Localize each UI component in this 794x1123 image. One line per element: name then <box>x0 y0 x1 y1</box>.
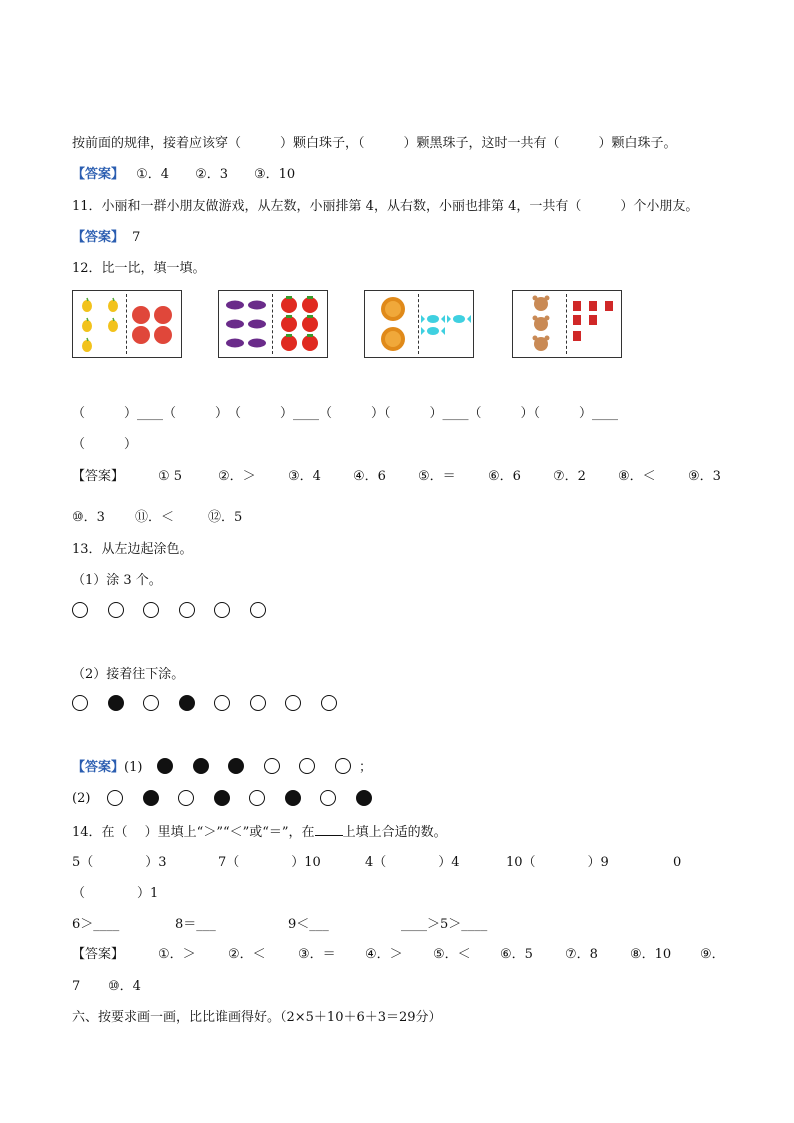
q14-answer-1: ①．＞ <box>158 947 196 962</box>
picture-box-pears-peaches <box>72 290 182 358</box>
answer-label-1: (1) <box>124 760 143 775</box>
q12-fill-row1: （ ）____（ ） （ ）____（ ）（ ）____（ ）（ ）____ <box>72 406 619 421</box>
empty-circle[interactable] <box>179 602 195 618</box>
filled-circle[interactable] <box>108 695 124 711</box>
pear-icon <box>82 298 118 352</box>
empty-circle[interactable] <box>250 602 266 618</box>
empty-circle[interactable] <box>321 695 337 711</box>
q12-answer-1: ① 5 <box>158 469 183 484</box>
q14-title-a: 14．在（ ）里填上“＞”“＜”或“＝”，在 <box>72 825 315 840</box>
q14-fill-4: ____＞5＞____ <box>401 917 488 932</box>
q12-answer-6: ⑥．6 <box>488 469 521 484</box>
q12-answer-5: ⑤．＝ <box>418 469 456 484</box>
q11-answer <box>72 229 140 247</box>
q14-item-5-cont: （ ）1 <box>72 886 159 901</box>
q12-fill-row2: （ ） <box>72 437 138 452</box>
q13-part2-label: （2）接着往下涂。 <box>72 667 185 682</box>
q13-answer-label-2: (2) <box>72 791 91 806</box>
q12-answer-2: ②．＞ <box>218 469 256 484</box>
filled-circle[interactable] <box>285 790 301 806</box>
answer-tag: 【答案】 <box>72 760 125 775</box>
q12-answer-12: ⑫．5 <box>208 510 243 525</box>
empty-circle[interactable] <box>250 695 266 711</box>
q14-answer-10: ⑩．4 <box>108 979 141 994</box>
empty-circle[interactable] <box>143 602 159 618</box>
q14-answer-7: ⑦．8 <box>565 947 598 962</box>
filled-circle[interactable] <box>179 695 195 711</box>
q14-answer-2: ②．＜ <box>228 947 266 962</box>
empty-circle[interactable] <box>249 790 265 806</box>
q14-answer-9: ⑨． <box>700 947 725 962</box>
bear-icon <box>533 296 550 352</box>
q14-fill-2: 8＝___ <box>175 917 216 932</box>
q14-answer-tag: 【答案】 <box>72 947 125 962</box>
q14-title <box>72 822 447 842</box>
empty-circle[interactable] <box>264 758 280 774</box>
q12-title: 12．比一比，填一填。 <box>72 261 206 276</box>
underline-sample <box>315 822 343 836</box>
q12-answer-8: ⑧．＜ <box>618 469 656 484</box>
q13-part1-label: （1）涂 3 个。 <box>72 573 162 588</box>
q14-fill-3: 9＜___ <box>288 917 329 932</box>
q12-answer-10: ⑩．3 <box>72 510 105 525</box>
empty-circle[interactable] <box>72 695 88 711</box>
q14-item-4: 10（ ）9 <box>506 855 609 870</box>
q14-answer-3: ③．＝ <box>298 947 336 962</box>
tomato-icon <box>281 297 318 351</box>
empty-circle[interactable] <box>299 758 315 774</box>
empty-circle[interactable] <box>214 695 230 711</box>
candy-icon <box>421 315 471 335</box>
q13-answer-line1 <box>72 759 142 777</box>
answer-text: ①．4 ②．3 ③．10 <box>136 167 296 182</box>
q14-fill-1: 6＞____ <box>72 917 120 932</box>
q14-title-b: 上填上合适的数。 <box>342 825 447 840</box>
peach-icon <box>132 306 172 344</box>
answer-text: 7 <box>132 230 141 245</box>
q14-answer-8: ⑧．10 <box>630 947 672 962</box>
q12-answer-tag: 【答案】 <box>72 469 125 484</box>
filled-circle[interactable] <box>228 758 244 774</box>
q12-answer-11: ⑪．＜ <box>135 510 175 525</box>
q10-answer <box>72 166 295 184</box>
filled-circle[interactable] <box>356 790 372 806</box>
q14-item-3: 4（ ）4 <box>365 855 460 870</box>
empty-circle[interactable] <box>72 602 88 618</box>
robot-icon <box>573 301 613 341</box>
filled-circle[interactable] <box>157 758 173 774</box>
empty-circle[interactable] <box>320 790 336 806</box>
empty-circle[interactable] <box>285 695 301 711</box>
picture-box-eggplants-tomatoes <box>218 290 328 358</box>
empty-circle[interactable] <box>143 695 159 711</box>
q11-text: 11．小丽和一群小朋友做游戏，从左数，小丽排第 4，从右数，小丽也排第 4，一共有（ ）个小朋友。 <box>72 199 699 214</box>
filled-circle[interactable] <box>214 790 230 806</box>
q14-item-1: 5（ ）3 <box>72 855 167 870</box>
q14-item-5: 0 <box>673 855 682 870</box>
empty-circle[interactable] <box>108 602 124 618</box>
q14-answer-9-cont: 7 <box>72 979 81 994</box>
answer-tag: 【答案】 <box>72 230 125 245</box>
empty-circle[interactable] <box>178 790 194 806</box>
empty-circle[interactable] <box>214 602 230 618</box>
q14-answer-5: ⑤．＜ <box>433 947 471 962</box>
mooncake-icon <box>381 297 405 351</box>
answer1-suffix: ； <box>359 760 373 775</box>
empty-circle[interactable] <box>107 790 123 806</box>
q12-answer-4: ④．6 <box>353 469 386 484</box>
filled-circle[interactable] <box>193 758 209 774</box>
eggplant-icon <box>226 301 266 348</box>
picture-box-bears-robots <box>512 290 622 358</box>
section6-title: 六、按要求画一画，比比谁画得好。（2×5＋10＋6＋3＝29分） <box>72 1010 442 1025</box>
q12-answer-7: ⑦．2 <box>553 469 586 484</box>
q13-title: 13．从左边起涂色。 <box>72 542 193 557</box>
q10-text: 按前面的规律，接着应该穿（ ）颗白珠子，（ ）颗黑珠子，这时一共有（ ）颗白珠子。 <box>72 136 677 151</box>
answer-tag: 【答案】 <box>72 167 125 182</box>
empty-circle[interactable] <box>335 758 351 774</box>
filled-circle[interactable] <box>143 790 159 806</box>
q12-answer-3: ③．4 <box>288 469 321 484</box>
q14-item-2: 7（ ）10 <box>218 855 321 870</box>
picture-box-mooncakes-candies <box>364 290 474 358</box>
q14-answer-6: ⑥．5 <box>500 947 533 962</box>
q14-answer-4: ④．＞ <box>365 947 403 962</box>
q12-answer-9: ⑨．3 <box>688 469 721 484</box>
